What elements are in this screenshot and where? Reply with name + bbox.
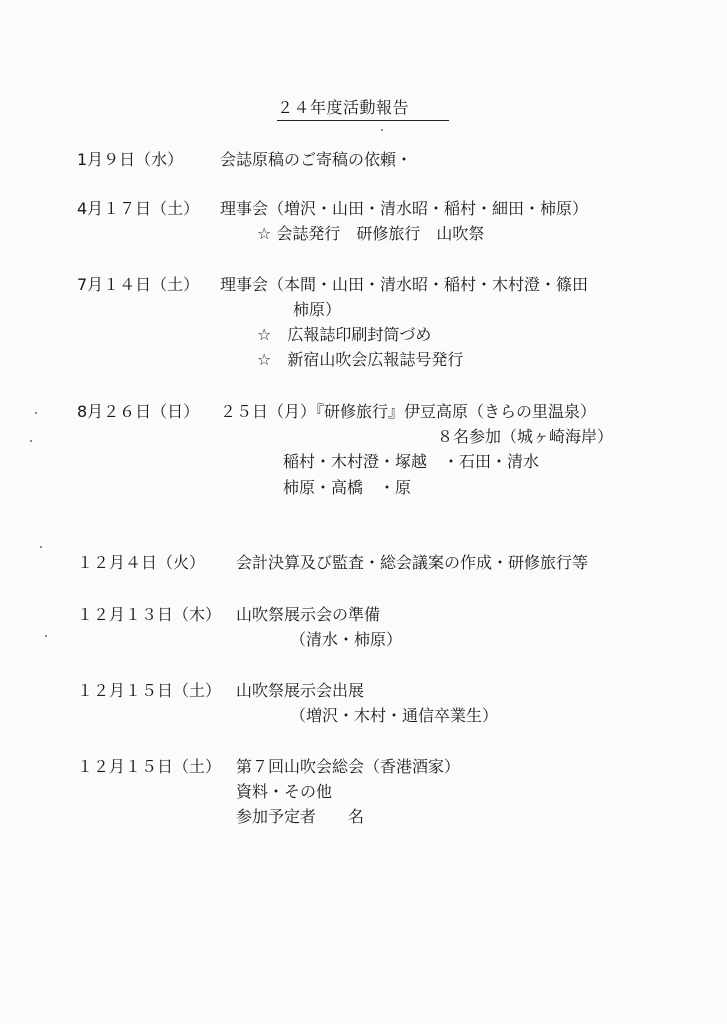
entry-text: 柿原・高橋 ・原	[283, 478, 412, 497]
entry-date: 1月９日（水）	[77, 150, 184, 169]
entry-text: ２５日（月）『研修旅行』伊豆高原（きらの里温泉）	[220, 402, 597, 421]
entry-text: 第７回山吹会総会（香港酒家）	[236, 757, 461, 776]
entry-text: （清水・柿原）	[290, 630, 403, 649]
entry-text: 稲村・木村澄・塚越 ・石田・清水	[283, 452, 540, 471]
entry-date: １２月１５日（土）	[77, 681, 222, 700]
entry-date: 8月２６日（日）	[77, 402, 200, 421]
scan-speck	[40, 546, 42, 548]
entry-text: 理事会（増沢・山田・清水昭・稲村・細田・柿原）	[220, 199, 589, 218]
entry-text: ☆ 新宿山吹会広報誌号発行	[257, 350, 464, 369]
entry-date: １２月４日（火）	[77, 553, 206, 572]
scan-speck	[381, 129, 383, 131]
entry-date: １２月１５日（土）	[77, 757, 222, 776]
entry-text: 会誌原稿のご寄稿の依頼・	[220, 150, 413, 169]
entry-text: 参加予定者 名	[236, 807, 365, 826]
entry-text: ☆ 広報誌印刷封筒づめ	[257, 325, 432, 344]
entry-text: 山吹祭展示会出展	[236, 681, 365, 700]
entry-text: 会計決算及び監査・総会議案の作成・研修旅行等	[236, 553, 589, 572]
entry-text: ８名参加（城ヶ崎海岸）	[437, 427, 614, 446]
entry-text: 資料・その他	[236, 782, 333, 801]
document-title: ２４年度活動報告	[277, 95, 449, 121]
entry-date: １２月１３日（木）	[77, 605, 222, 624]
entry-text: 山吹祭展示会の準備	[236, 605, 381, 624]
scan-speck	[35, 412, 37, 414]
entry-date: 4月１７日（土）	[77, 199, 200, 218]
entry-text: （増沢・木村・通信卒業生）	[290, 706, 499, 725]
scan-speck	[30, 440, 32, 442]
entry-text: 柿原）	[293, 300, 342, 319]
scan-speck	[45, 635, 47, 637]
entry-text: ☆ 会誌発行 研修旅行 山吹祭	[257, 224, 485, 243]
entry-text: 理事会（本間・山田・清水昭・稲村・木村澄・篠田	[220, 275, 589, 294]
entry-date: 7月１４日（土）	[77, 275, 200, 294]
